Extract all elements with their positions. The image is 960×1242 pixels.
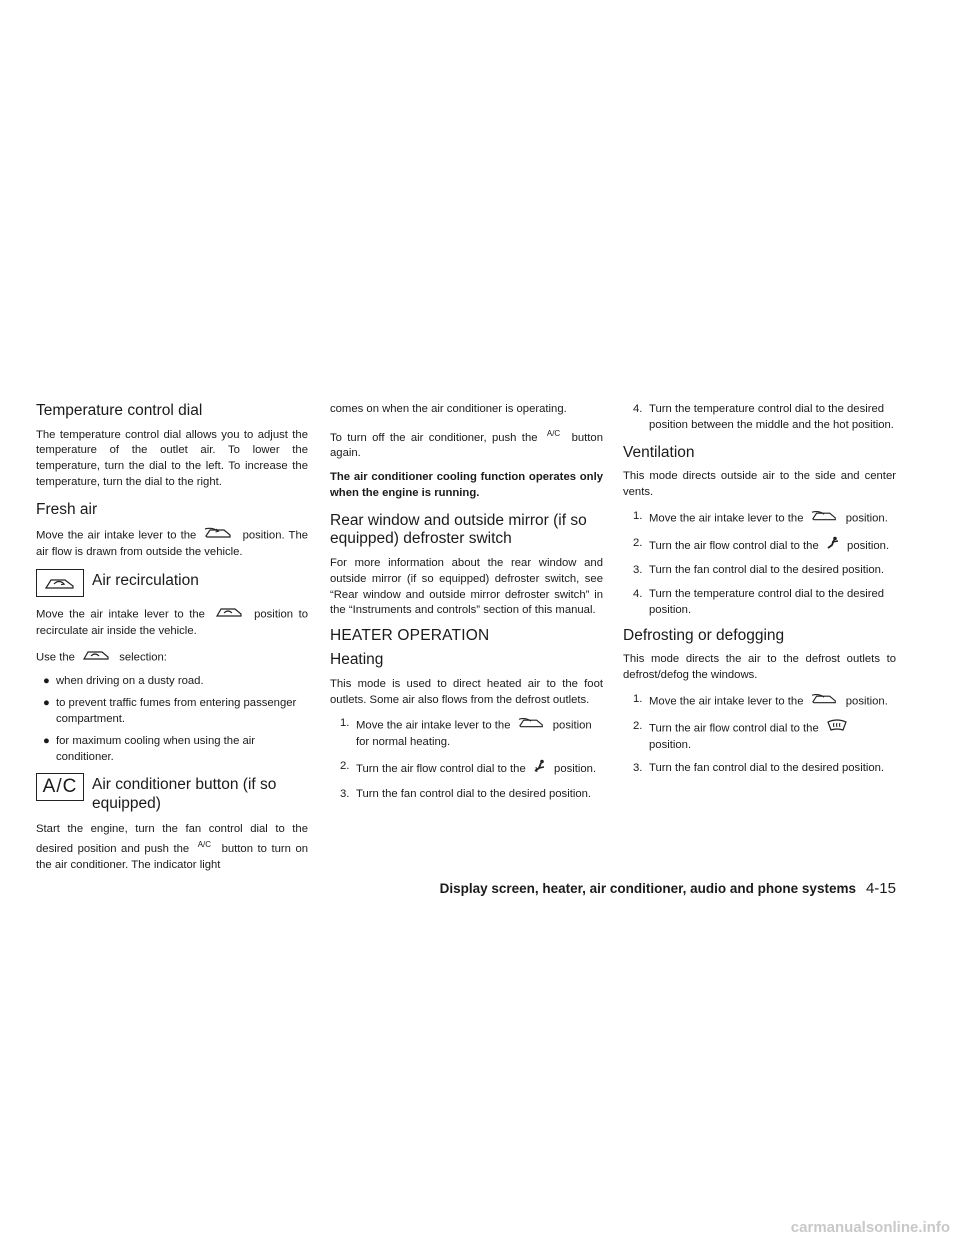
list-item: 3. Turn the fan control dial to the desired position.	[633, 762, 885, 775]
list-item: 3. Turn the fan control dial to the desired position.	[633, 564, 885, 577]
list-item: 2. Turn the air flow control dial to the position.	[330, 759, 603, 779]
ac-heading-row	[36, 773, 308, 813]
ac-button-icon: A/C	[36, 773, 84, 801]
heating-steps	[330, 716, 603, 802]
list-item: ● for maximum cooling when using the air conditioner.	[43, 734, 256, 763]
defrost-steps	[623, 692, 896, 777]
list-item: 1. Move the air intake lever to the position.	[623, 509, 896, 528]
fresh-air-icon	[811, 509, 839, 528]
fresh-air-text: Move the air intake lever to the position. The air flow is drawn from outside the vehicle.	[36, 526, 308, 561]
list-item: ● to prevent traffic fumes from entering passenger compartment.	[43, 697, 297, 725]
heating-steps-continued	[623, 402, 896, 434]
ac-off-text: To turn off the air conditioner, push the $^{A/C}$ button again.	[330, 428, 603, 460]
page-footer	[440, 880, 896, 897]
footer-section-title: Display screen, heater, air conditioner, audio and phone systems	[439, 881, 856, 896]
ac-button-heading: Air conditioner button (if so equipped)	[92, 776, 277, 812]
recirculation-uses-list	[36, 674, 308, 765]
column-2	[330, 402, 603, 811]
heating-heading: Heating	[330, 651, 384, 669]
fresh-air-heading: Fresh air	[36, 500, 98, 518]
list-item: 3. Turn the fan control dial to the desired position.	[340, 787, 592, 800]
column-1	[36, 402, 308, 882]
heater-operation-heading: HEATER OPERATION	[330, 627, 490, 645]
defrost-text: This mode directs the air to the defrost outlets to defrost/defog the windows.	[623, 653, 896, 682]
recirculation-icon	[82, 648, 112, 667]
temperature-dial-text: The temperature control dial allows you to adjust the temperature of the outlet air. To lower the temperature, turn the dial to the left. To increase the temperature, turn the dial to the right.	[36, 428, 308, 488]
watermark: carmanualsonline.info	[790, 1219, 950, 1236]
rear-defroster-heading: Rear window and outside mirror (if so equipped) defroster switch	[330, 511, 587, 548]
fresh-air-icon	[811, 692, 839, 711]
recirculation-heading-row	[36, 569, 308, 597]
list-item: 4. Turn the temperature control dial to the desired position between the middle and the hot position.	[633, 403, 894, 431]
ventilation-text: This mode directs outside air to the side and center vents.	[623, 470, 896, 498]
recirculation-icon-box	[36, 569, 84, 597]
heating-text: This mode is used to direct heated air to the foot outlets. Some air also flows from the defrost outlets.	[330, 677, 603, 706]
ac-engine-note: The air conditioner cooling function operates only when the engine is running.	[330, 471, 603, 499]
list-item: 1. Move the air intake lever to the position for normal heating.	[340, 717, 592, 749]
fresh-air-icon	[204, 526, 234, 545]
ac-button-text: Start the engine, turn the fan control dial to the desired position and push the $^{A/C}$ button to turn on the air conditioner. The indicator light	[36, 822, 309, 871]
list-item: 2. Turn the air flow control dial to the position.	[623, 719, 896, 754]
temperature-dial-heading: Temperature control dial	[36, 402, 203, 419]
use-selection-text: Use the selection:	[36, 648, 308, 667]
column-3	[623, 402, 896, 785]
list-item: 4. Turn the temperature control dial to the desired position.	[633, 588, 885, 616]
defrost-heading: Defrosting or defogging	[623, 626, 785, 644]
defrost-icon	[826, 719, 848, 738]
list-item: 1. Move the air intake lever to the position.	[623, 692, 896, 711]
ventilation-heading: Ventilation	[623, 443, 695, 461]
recirculation-text: Move the air intake lever to the position to recirculate air inside the vehicle.	[36, 605, 308, 640]
list-item: ● when driving on a dusty road.	[43, 675, 204, 688]
recirculation-icon	[43, 575, 77, 591]
ac-small-icon: A/C	[197, 840, 212, 850]
recirculation-heading: Air recirculation	[92, 571, 199, 589]
vent-outlet-icon	[826, 536, 840, 556]
rear-defroster-text: For more information about the rear window and outside mirror (if so equipped) defroster switch, see “Rear window and outside mirror defroster switch” in the “Instruments and controls” section of this manual.	[330, 556, 603, 617]
ventilation-steps	[623, 509, 896, 619]
recirculation-icon	[215, 605, 245, 624]
fresh-air-icon	[518, 716, 546, 735]
foot-outlet-icon	[533, 759, 547, 779]
ac-small-icon: A/C	[546, 428, 561, 438]
list-item: 2. Turn the air flow control dial to the position.	[623, 536, 896, 556]
ac-continued-text: comes on when the air conditioner is operating.	[330, 403, 567, 415]
page-number: 4-15	[865, 880, 896, 897]
